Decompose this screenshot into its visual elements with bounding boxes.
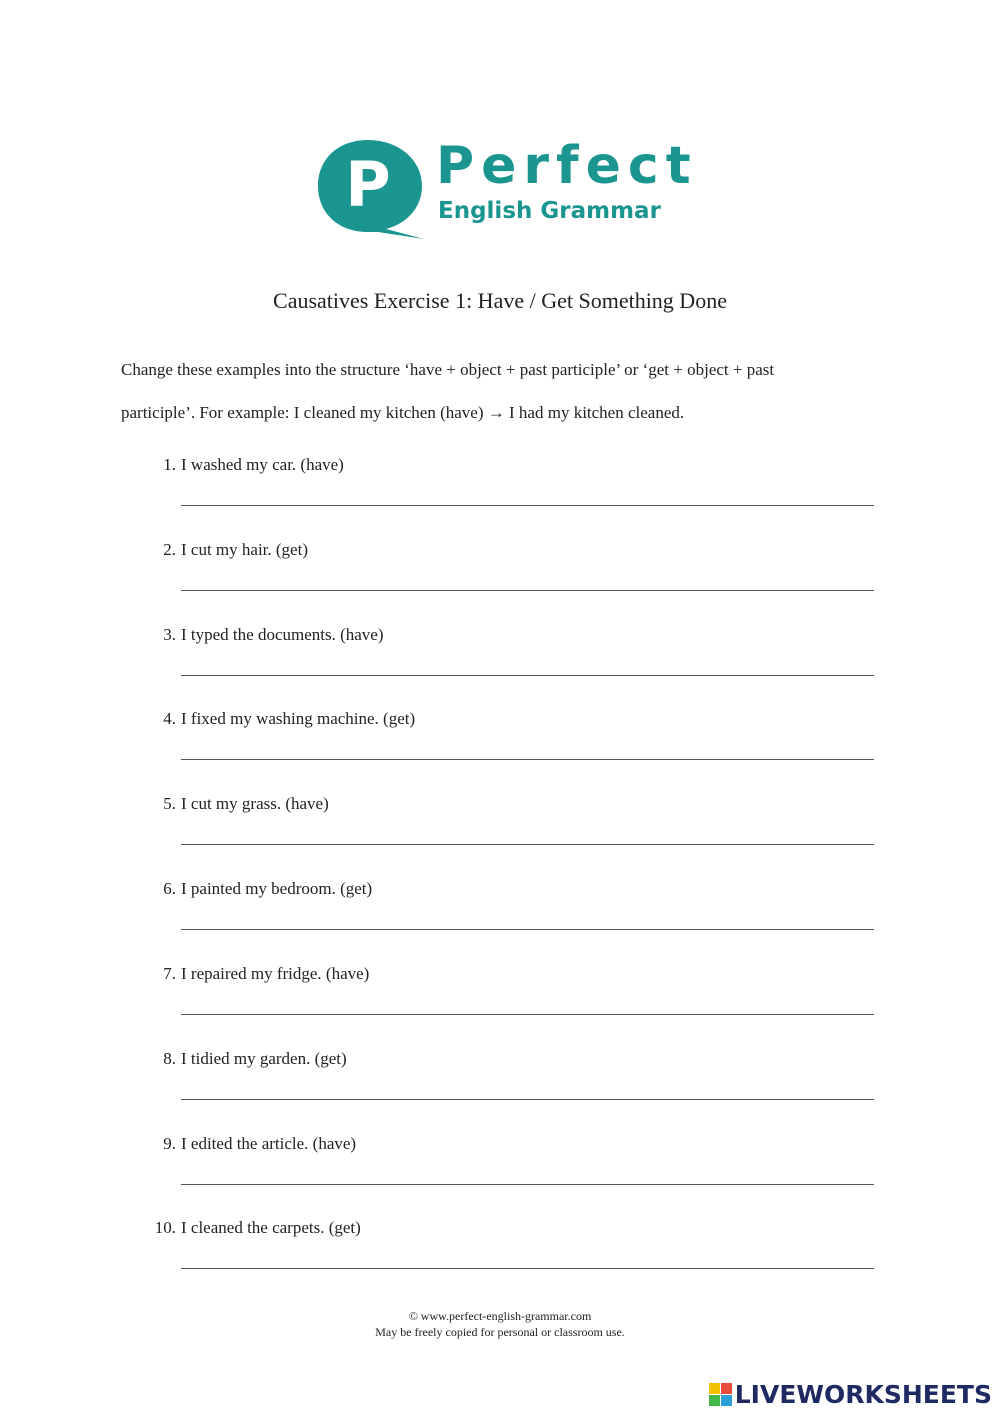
exercise-number: 6. bbox=[163, 879, 176, 898]
liveworksheets-text: LIVEWORKSHEETS bbox=[734, 1379, 992, 1409]
instructions-line-2: participle’. For example: I cleaned my kitchen (have) → I had my kitchen cleaned. bbox=[121, 403, 685, 422]
exercise-number: 7. bbox=[163, 964, 176, 983]
exercise-prompt: I cut my grass. (have) bbox=[181, 794, 329, 813]
exercise-prompt: I washed my car. (have) bbox=[181, 455, 344, 474]
exercise-prompt: I cleaned the carpets. (get) bbox=[181, 1218, 361, 1237]
speech-bubble-logo-icon bbox=[316, 138, 428, 242]
answer-line[interactable] bbox=[181, 1268, 874, 1269]
exercise-number: 10. bbox=[154, 1218, 176, 1237]
instructions bbox=[121, 348, 861, 434]
exercise-number: 9. bbox=[163, 1134, 176, 1153]
footer-note: May be freely copied for personal or classroom use. bbox=[375, 1325, 625, 1339]
logo-word-english-grammar: English Grammar bbox=[438, 198, 661, 224]
perfect-english-grammar-logo bbox=[316, 136, 698, 242]
exercise-prompt: I tidied my garden. (get) bbox=[181, 1049, 347, 1068]
page-title: Causatives Exercise 1: Have / Get Something Done bbox=[273, 288, 727, 313]
answer-line[interactable] bbox=[181, 844, 874, 845]
liveworksheets-watermark bbox=[709, 1377, 992, 1411]
logo-letter: P bbox=[345, 148, 391, 221]
exercise-number: 8. bbox=[163, 1049, 176, 1068]
answer-line[interactable] bbox=[181, 1099, 874, 1100]
exercise-prompt: I repaired my fridge. (have) bbox=[181, 964, 370, 983]
exercise-number: 2. bbox=[163, 540, 176, 559]
footer-copyright: © www.perfect-english-grammar.com bbox=[408, 1309, 592, 1323]
footer bbox=[0, 1308, 1000, 1340]
exercise-prompt: I typed the documents. (have) bbox=[181, 625, 384, 644]
exercise-number: 3. bbox=[163, 625, 176, 644]
logo-word-perfect: Perfect bbox=[436, 136, 698, 196]
exercise-prompt: I edited the article. (have) bbox=[181, 1134, 357, 1153]
answer-line[interactable] bbox=[181, 675, 874, 676]
exercise-prompt: I painted my bedroom. (get) bbox=[181, 879, 373, 898]
answer-line[interactable] bbox=[181, 1014, 874, 1015]
answer-line[interactable] bbox=[181, 505, 874, 506]
instructions-line-1: Change these examples into the structure ‘have + object + past participle’ or ‘get + object + past bbox=[121, 360, 775, 379]
answer-line[interactable] bbox=[181, 590, 874, 591]
answer-line[interactable] bbox=[181, 929, 874, 930]
exercise-number: 5. bbox=[163, 794, 176, 813]
exercise-prompt: I cut my hair. (get) bbox=[181, 540, 308, 559]
answer-line[interactable] bbox=[181, 1184, 874, 1185]
answer-line[interactable] bbox=[181, 759, 874, 760]
liveworksheets-logo-icon bbox=[709, 1383, 732, 1406]
exercise-number: 4. bbox=[163, 709, 176, 728]
exercise-number: 1. bbox=[163, 455, 176, 474]
exercise-prompt: I fixed my washing machine. (get) bbox=[181, 709, 416, 728]
